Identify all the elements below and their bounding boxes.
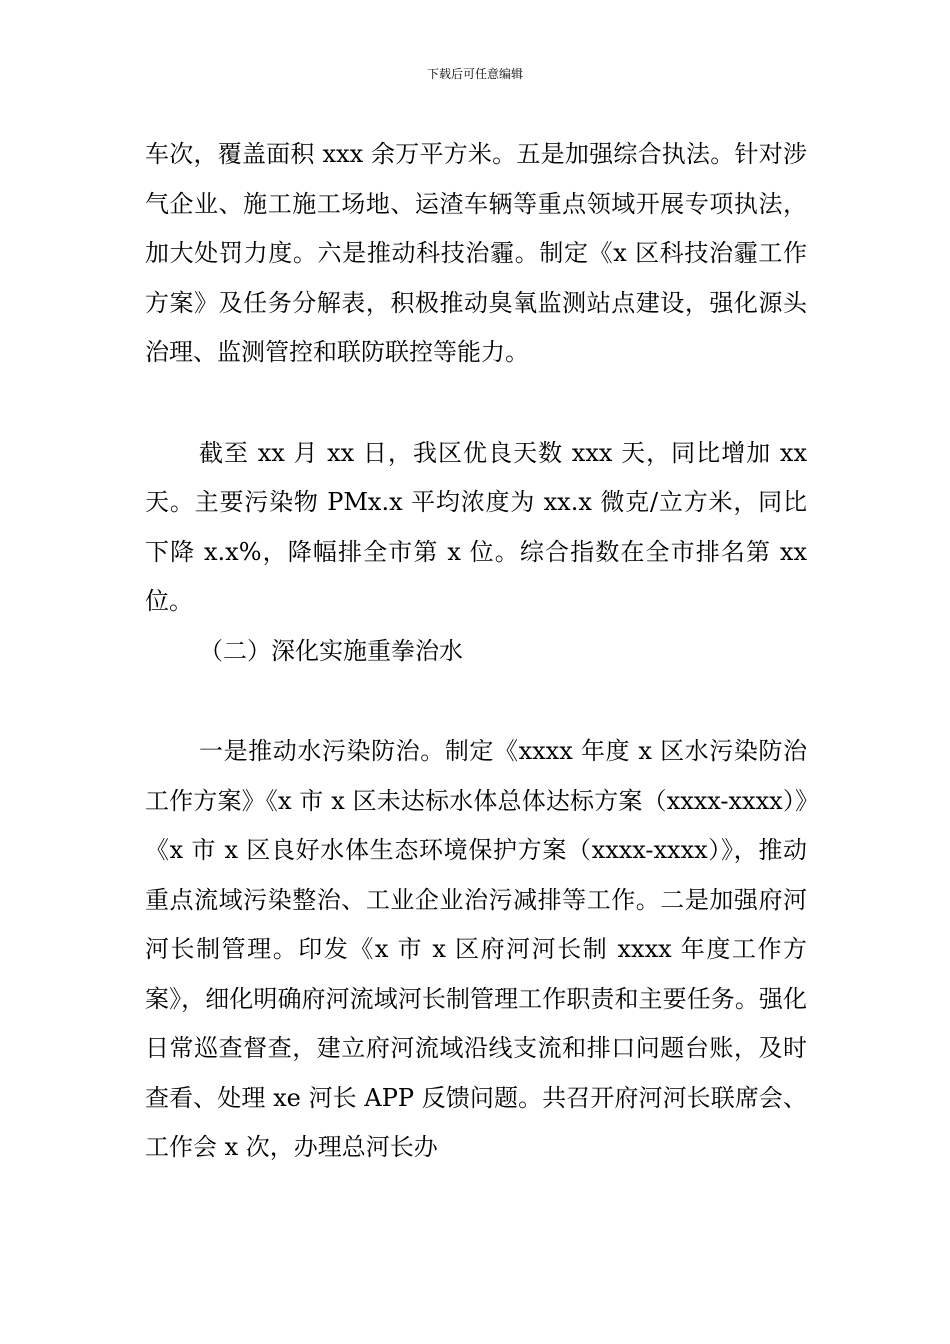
document-body	[145, 130, 807, 1173]
paragraph-air-enforcement: 车次，覆盖面积 xxx 余万平方米。五是加强综合执法。针对涉气企业、施工施工场地、运渣车辆等重点领域开展专项执法，加大处罚力度。六是推动科技治霾。制定《x 区科技治霾工作方案》及任务分解表，积极推动臭氧监测站点建设，强化源头治理、监测管控和联防联控等能力。	[145, 140, 807, 366]
page-header: 下载后可任意编辑	[426, 67, 523, 81]
paragraph-air-quality-stats: 截至 xx 月 xx 日，我区优良天数 xxx 天，同比增加 xx 天。主要污染物 PMx.x 平均浓度为 xx.x 微克/立方米，同比下降 x.x%，降幅排全市第 x 位。综合指数在全市排名第 xx 位。	[145, 438, 807, 615]
paragraph-water-pollution: 一是推动水污染防治。制定《xxxx 年度 x 区水污染防治工作方案》《x 市 x 区未达标水体总体达标方案（xxxx-xxxx）》《x 市 x 区良好水体生态环境保护方案（xxxx-xxxx）》，推动重点流域污染整治、工业企业治污减排等工作。二是加强府河河长制管理。印发《x 市 x 区府河河长制 xxxx 年度工作方案》，细化明确府河流域河长制管理工作职责和主要任务。强化日常巡查督查，建立府河流域沿线支流和排口问题台账，及时查看、处理 xe 河长 APP 反馈问题。共召开府河河长联席会、工作会 x 次，办理总河长办	[145, 737, 807, 1161]
section-heading-water: （二）深化实施重拳治水	[199, 636, 463, 665]
